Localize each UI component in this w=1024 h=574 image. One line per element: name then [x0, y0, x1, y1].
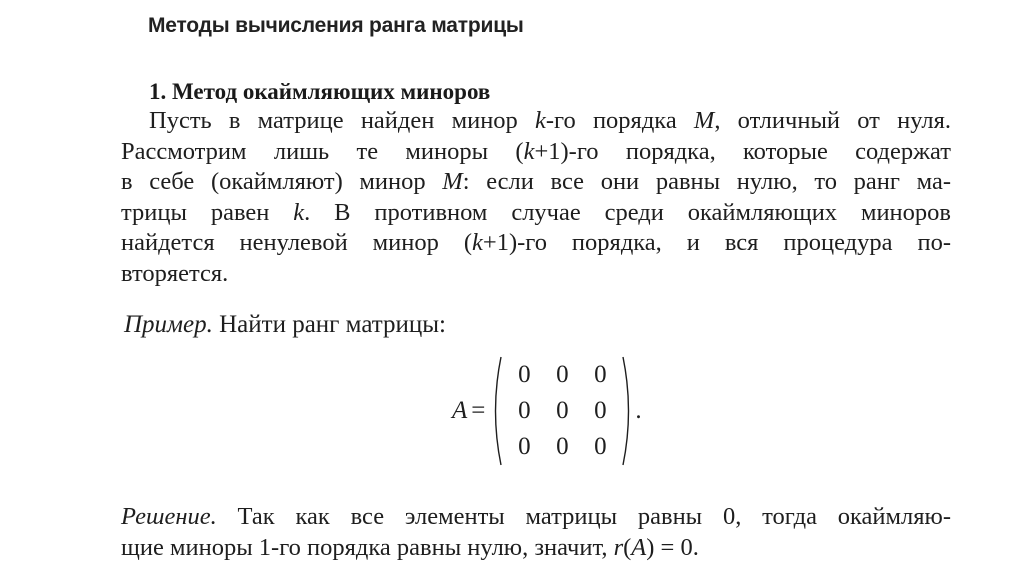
- solution: [121, 502, 951, 563]
- matrix-cell: 0: [594, 360, 607, 388]
- matrix-end-period: .: [635, 396, 642, 424]
- text-line: Пусть в матрице найден минор k-го порядка M, отличный от нуля.: [149, 107, 951, 134]
- text-line: Решение. Так как все элементы матрицы равны 0, тогда окаймляю-: [121, 503, 951, 530]
- matrix-cell: 0: [556, 396, 569, 424]
- method-description: [121, 106, 951, 290]
- matrix-cell: 0: [518, 360, 531, 388]
- text-line: вторяется.: [121, 259, 229, 287]
- solution-label: Решение.: [121, 503, 217, 530]
- text-line: щие миноры 1-го порядка равны нулю, значит, r(A) = 0.: [121, 533, 699, 561]
- matrix-cell: 0: [594, 432, 607, 460]
- matrix-cell: 0: [556, 360, 569, 388]
- section-heading: 1. Метод окаймляющих миноров: [149, 79, 491, 104]
- example-text: Найти ранг матрицы:: [212, 311, 447, 338]
- matrix-cell: 0: [518, 396, 531, 424]
- text-line: трицы равен k. В противном случае среди окаймляющих миноров: [121, 198, 951, 226]
- equals-sign: =: [471, 396, 486, 424]
- matrix-name: A: [452, 396, 468, 424]
- page-title: Методы вычисления ранга матрицы: [148, 14, 524, 37]
- example-label: Пример.: [124, 311, 213, 338]
- matrix-cell: 0: [518, 432, 531, 460]
- text-line: Рассмотрим лишь те миноры (k+1)-го порядка, которые содержат: [121, 137, 952, 165]
- matrix-cell: 0: [556, 432, 569, 460]
- matrix-grid: [505, 357, 619, 465]
- matrix-cell: 0: [594, 396, 607, 424]
- matrix-equation: [452, 353, 642, 468]
- text-line: в себе (окаймляют) минор M: если все они равны нулю, то ранг ма-: [121, 168, 951, 196]
- left-paren-icon: [489, 355, 503, 467]
- text-line: найдется ненулевой минор (k+1)-го порядка, и вся процедура по-: [121, 229, 951, 257]
- right-paren-icon: [621, 355, 635, 467]
- example-statement: [124, 311, 446, 339]
